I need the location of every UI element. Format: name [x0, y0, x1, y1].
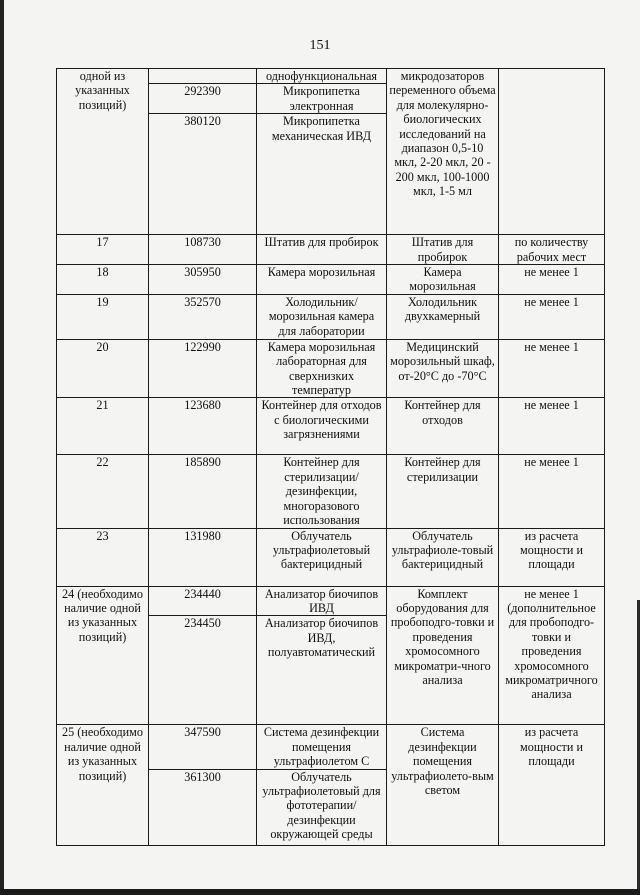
name-cell: Микропипетка механическая ИВД: [257, 114, 387, 235]
row-number-cell: 24 (необходимо наличие одной из указанных позиций): [57, 586, 149, 725]
code-cell: 234440: [149, 586, 257, 616]
code-cell: 122990: [149, 339, 257, 398]
quantity-cell: не менее 1: [499, 294, 605, 339]
table-row: [57, 69, 605, 84]
name-cell: однофункциональная: [257, 69, 387, 84]
table-row: [57, 455, 605, 528]
code-cell: [149, 69, 257, 84]
name-cell: Камера морозильная лабораторная для сверхнизких температур: [257, 339, 387, 398]
quantity-cell: не менее 1: [499, 398, 605, 455]
quantity-cell: не менее 1: [499, 339, 605, 398]
quantity-cell: не менее 1: [499, 455, 605, 528]
code-cell: 123680: [149, 398, 257, 455]
quantity-cell: из расчета мощности и площади: [499, 528, 605, 586]
code-cell: 234450: [149, 616, 257, 725]
table-row: [57, 528, 605, 586]
table-row: [57, 586, 605, 616]
table-row: [57, 265, 605, 295]
requirement-cell: Штатив для пробирок: [387, 235, 499, 265]
code-cell: 292390: [149, 84, 257, 114]
name-cell: Анализатор биочипов ИВД, полуавтоматический: [257, 616, 387, 725]
requirement-cell: Комплект оборудования для пробоподго-товки и проведения хромосомного микроматри-чного анализа: [387, 586, 499, 725]
code-cell: 108730: [149, 235, 257, 265]
code-cell: 347590: [149, 725, 257, 769]
quantity-cell: не менее 1 (дополнительное для пробоподго-товки и проведения хромосомного микроматричного анализа: [499, 586, 605, 725]
code-cell: 305950: [149, 265, 257, 295]
row-number-cell: 20: [57, 339, 149, 398]
name-cell: Штатив для пробирок: [257, 235, 387, 265]
scan-edge-bottom: [0, 889, 640, 895]
name-cell: Облучатель ультрафиолетовый бактерицидный: [257, 528, 387, 586]
name-cell: Микропипетка электронная: [257, 84, 387, 114]
table-row: [57, 235, 605, 265]
code-cell: 131980: [149, 528, 257, 586]
row-number-cell: 18: [57, 265, 149, 295]
row-number-cell: одной из указанных позиций): [57, 69, 149, 235]
requirement-cell: микродозаторов переменного объема для молекулярно-биологических исследований на диапазон 0,5-10 мкл, 2-20 мкл, 20 - 200 мкл, 100-1000 мкл, 1-5 мл: [387, 69, 499, 235]
equipment-table: [56, 68, 605, 846]
code-cell: 352570: [149, 294, 257, 339]
requirement-cell: Медицинский морозильный шкаф, от-20°С до -70°С: [387, 339, 499, 398]
quantity-cell: [499, 69, 605, 235]
code-cell: 361300: [149, 769, 257, 845]
row-number-cell: 25 (необходимо наличие одной из указанных позиций): [57, 725, 149, 845]
table-row: [57, 294, 605, 339]
name-cell: Система дезинфекции помещения ультрафиолетом С: [257, 725, 387, 769]
table-row: [57, 398, 605, 455]
page-number: 151: [309, 38, 331, 53]
name-cell: Контейнер для стерилизации/ дезинфекции, многоразового использования: [257, 455, 387, 528]
requirement-cell: Холодильник двухкамерный: [387, 294, 499, 339]
requirement-cell: Облучатель ультрафиоле-товый бактерицидный: [387, 528, 499, 586]
scan-edge-left: [0, 0, 4, 895]
name-cell: Анализатор биочипов ИВД: [257, 586, 387, 616]
table-row: [57, 725, 605, 769]
row-number-cell: 21: [57, 398, 149, 455]
quantity-cell: из расчета мощности и площади: [499, 725, 605, 845]
name-cell: Холодильник/ морозильная камера для лаборатории: [257, 294, 387, 339]
name-cell: Облучатель ультрафиолетовый для фототерапии/ дезинфекции окружающей среды: [257, 769, 387, 845]
table-row: [57, 339, 605, 398]
code-cell: 380120: [149, 114, 257, 235]
requirement-cell: Камера морозильная: [387, 265, 499, 295]
code-cell: 185890: [149, 455, 257, 528]
requirement-cell: Система дезинфекции помещения ультрафиолето-вым светом: [387, 725, 499, 845]
row-number-cell: 19: [57, 294, 149, 339]
name-cell: Контейнер для отходов с биологическими загрязнениями: [257, 398, 387, 455]
row-number-cell: 22: [57, 455, 149, 528]
quantity-cell: по количеству рабочих мест: [499, 235, 605, 265]
quantity-cell: не менее 1: [499, 265, 605, 295]
name-cell: Камера морозильная: [257, 265, 387, 295]
requirement-cell: Контейнер для отходов: [387, 398, 499, 455]
row-number-cell: 23: [57, 528, 149, 586]
requirement-cell: Контейнер для стерилизации: [387, 455, 499, 528]
row-number-cell: 17: [57, 235, 149, 265]
